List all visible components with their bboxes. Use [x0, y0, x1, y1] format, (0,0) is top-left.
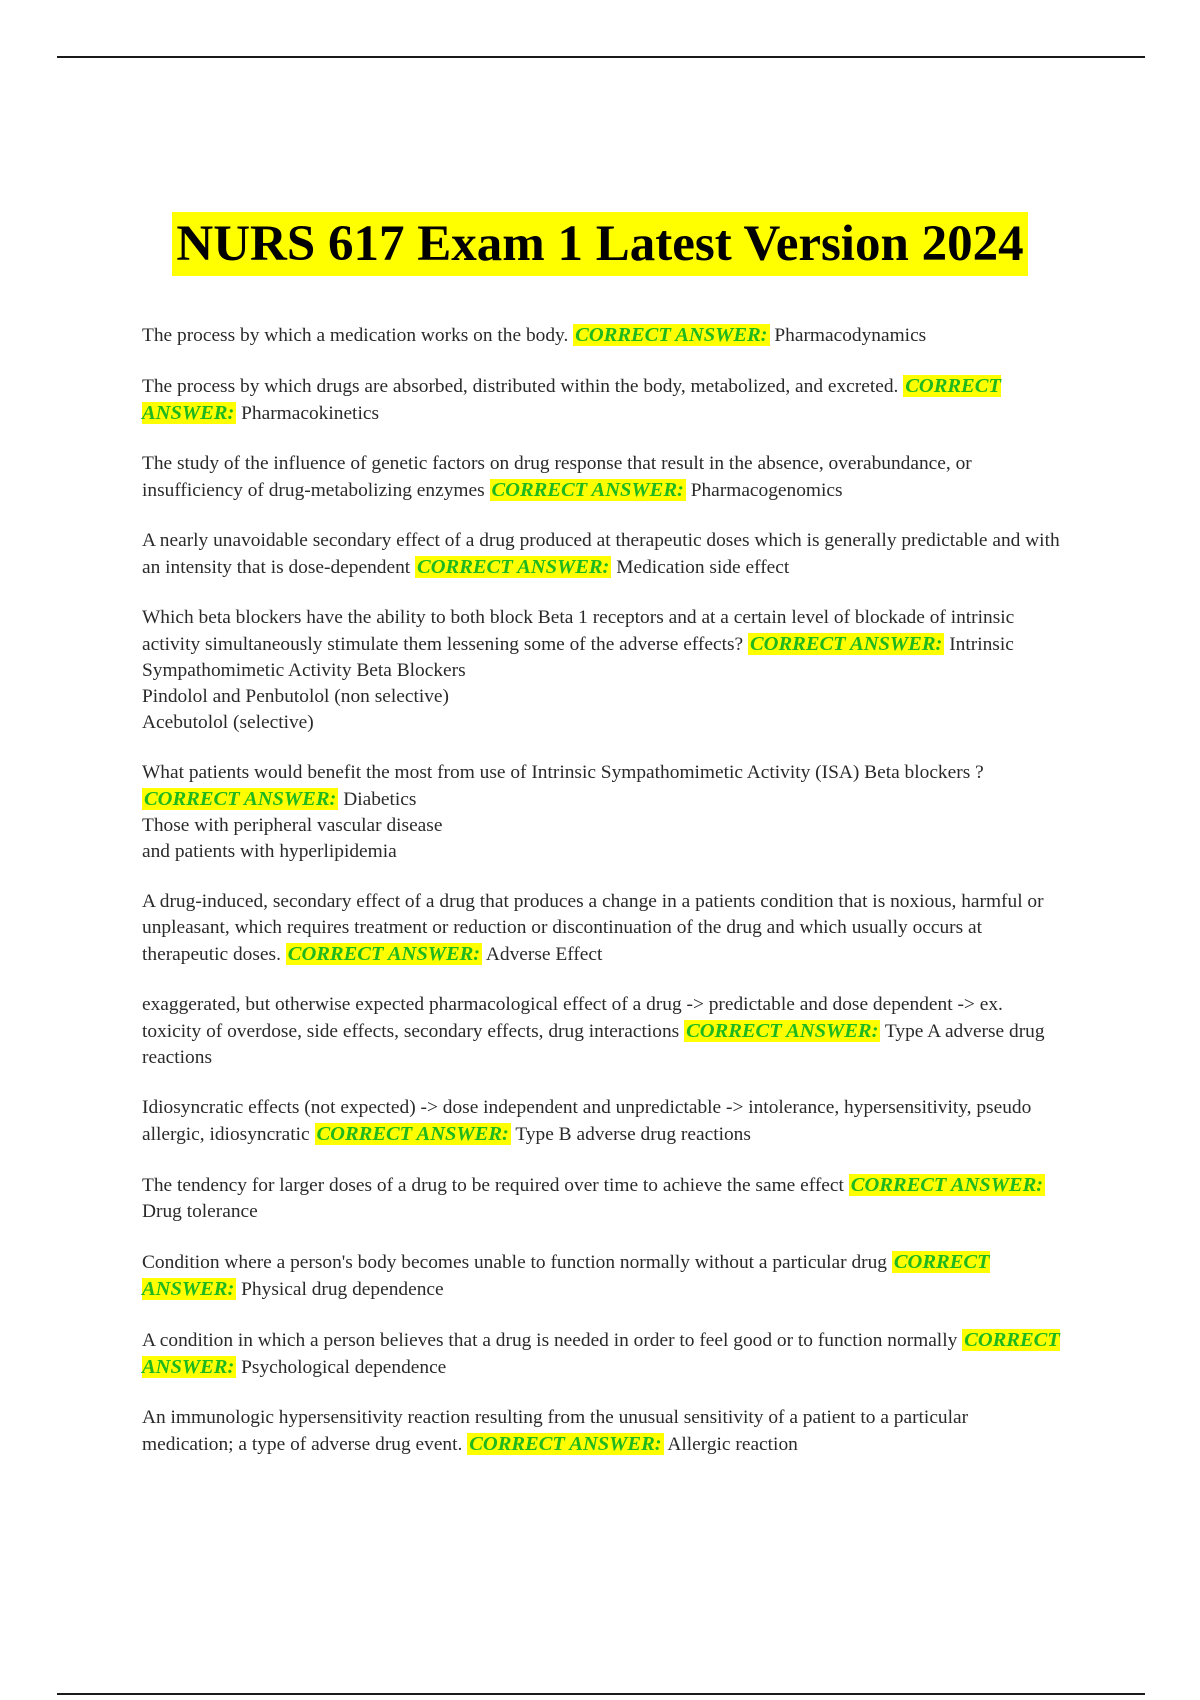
question-text: An immunologic hypersensitivity reaction resulting from the unusual sensitivity of a patient to a particular medication; a type of adverse drug event.	[142, 1407, 969, 1455]
top-rule	[57, 56, 1145, 58]
qa-item	[142, 322, 1062, 349]
title-wrap	[0, 212, 1200, 276]
correct-answer-tag: CORRECT ANSWER:	[469, 1433, 662, 1455]
answer-text: Adverse Effect	[485, 944, 603, 965]
question-text: The process by which a medication works on the body.	[142, 325, 569, 346]
answer-text: Drug tolerance	[142, 1201, 258, 1222]
correct-answer-tag: CORRECT ANSWER:	[142, 1251, 990, 1300]
correct-answer-tag: CORRECT ANSWER:	[575, 324, 768, 346]
correct-answer-tag: CORRECT ANSWER:	[417, 556, 610, 578]
answer-text: Pharmacokinetics	[241, 403, 379, 424]
correct-answer-tag: CORRECT ANSWER:	[287, 943, 481, 965]
qa-item	[142, 1172, 1062, 1225]
question-text: The process by which drugs are absorbed, distributed within the body, metabolized, and excreted.	[142, 376, 899, 397]
answer-text: Pharmacogenomics	[690, 480, 843, 501]
qa-item	[142, 605, 1062, 736]
question-text: A drug-induced, secondary effect of a drug that produces a change in a patients condition that is noxious, harmful or unpleasant, which requires treatment or reduction or discontinuation of the drug and which usually occurs at therapeutic doses.	[142, 891, 1044, 965]
answer-text: Diabetics Those with peripheral vascular disease and patients with hyperlipidemia	[142, 789, 443, 862]
qa-item	[142, 992, 1062, 1071]
qa-item	[142, 1249, 1062, 1303]
qa-list	[142, 322, 1062, 1482]
answer-text: Medication side effect	[616, 557, 790, 578]
answer-text: Intrinsic Sympathomimetic Activity Beta Blockers Pindolol and Penbutolol (non selective) Acebutolol (selective)	[142, 634, 1014, 733]
question-text: Idiosyncratic effects (not expected) -> dose independent and unpredictable -> intolerance, hypersensitivity, pseudo allergic, idiosyncratic	[142, 1097, 1032, 1145]
correct-answer-tag: CORRECT ANSWER:	[686, 1020, 879, 1042]
answer-text: Pharmacodynamics	[774, 325, 927, 346]
qa-item	[142, 1095, 1062, 1148]
qa-item	[142, 451, 1062, 504]
answer-text: Type B adverse drug reactions	[515, 1124, 751, 1145]
question-text: exaggerated, but otherwise expected pharmacological effect of a drug -> predictable and dose dependent -> ex. toxicity of overdose, side effects, secondary effects, drug interactions	[142, 994, 1003, 1042]
page-title: NURS 617 Exam 1 Latest Version 2024	[172, 212, 1027, 276]
qa-item	[142, 1327, 1062, 1381]
bottom-rule	[57, 1693, 1145, 1695]
answer-text: Allergic reaction	[667, 1434, 798, 1455]
answer-text: Type A adverse drug reactions	[142, 1021, 1045, 1068]
correct-answer-tag: CORRECT ANSWER:	[491, 479, 684, 501]
question-text: A nearly unavoidable secondary effect of a drug produced at therapeutic doses which is generally predictable and with an intensity that is dose-dependent	[142, 530, 1060, 578]
question-text: Condition where a person's body becomes unable to function normally without a particular drug	[142, 1252, 888, 1273]
correct-answer-tag: CORRECT ANSWER:	[142, 1329, 1060, 1378]
correct-answer-tag: CORRECT ANSWER:	[750, 633, 943, 655]
answer-text: Physical drug dependence	[241, 1279, 444, 1300]
question-text: The study of the influence of genetic factors on drug response that result in the absence, overabundance, or insufficiency of drug-metabolizing enzymes	[142, 453, 972, 501]
correct-answer-tag: CORRECT ANSWER:	[144, 788, 337, 810]
question-text: The tendency for larger doses of a drug to be required over time to achieve the same effect	[142, 1175, 844, 1196]
qa-item	[142, 889, 1062, 968]
qa-item	[142, 528, 1062, 581]
question-text: What patients would benefit the most from use of Intrinsic Sympathomimetic Activity (ISA) Beta blockers ?	[142, 762, 984, 783]
correct-answer-tag: CORRECT ANSWER:	[316, 1123, 509, 1145]
answer-text: Psychological dependence	[241, 1357, 447, 1378]
question-text: A condition in which a person believes that a drug is needed in order to feel good or to function normally	[142, 1330, 958, 1351]
qa-item	[142, 760, 1062, 865]
question-text: Which beta blockers have the ability to both block Beta 1 receptors and at a certain level of blockade of intrinsic activity simultaneously stimulate them lessening some of the adverse effects?	[142, 607, 1015, 655]
qa-item	[142, 1405, 1062, 1458]
qa-item	[142, 373, 1062, 427]
correct-answer-tag: CORRECT ANSWER:	[850, 1174, 1044, 1196]
correct-answer-tag: CORRECT ANSWER:	[142, 375, 1001, 424]
